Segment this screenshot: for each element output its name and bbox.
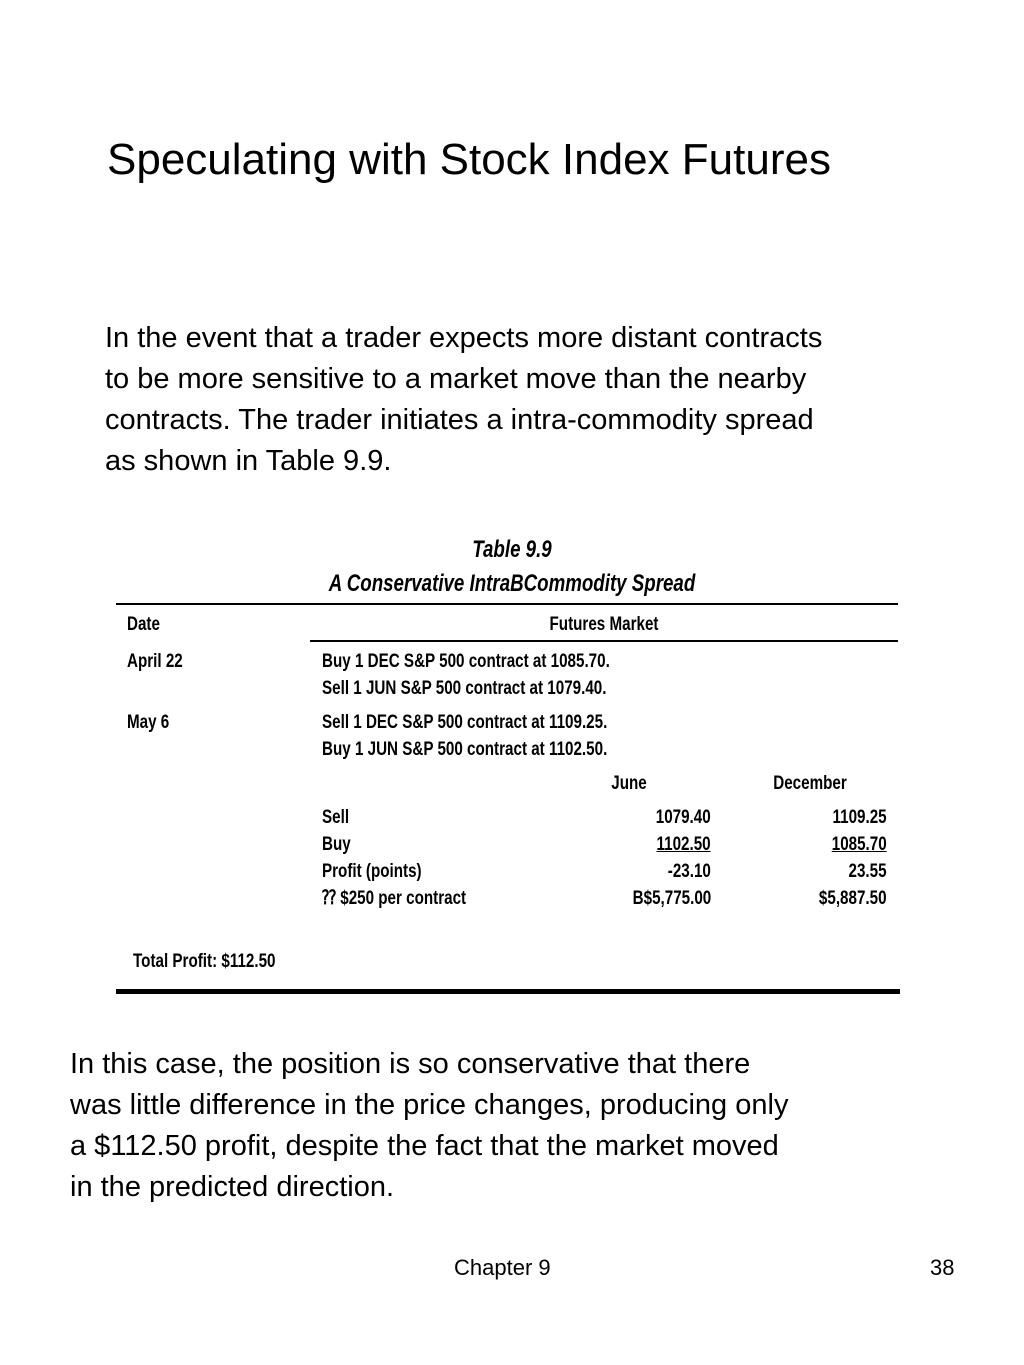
summary-label: Profit (points)	[322, 861, 422, 882]
conclusion-line: was little difference in the price changes, producing only	[70, 1089, 789, 1121]
conclusion-line: In this case, the position is so conservative that there	[70, 1048, 751, 1080]
summary-label: ⁇ $250 per contract	[322, 888, 467, 909]
conclusion-line: in the predicted direction.	[70, 1171, 395, 1203]
summary-december: 1085.70	[832, 834, 887, 855]
intro-line: to be more sensitive to a market move than the nearby	[105, 363, 807, 395]
entry-date: May 6	[127, 712, 170, 733]
entry-line: Sell 1 JUN S&P 500 contract at 1079.40.	[322, 678, 607, 699]
intro-line: as shown in Table 9.9.	[105, 445, 392, 477]
footer-page-number: 38	[930, 1255, 955, 1280]
col-june: June	[611, 773, 647, 794]
entry-line: Buy 1 DEC S&P 500 contract at 1085.70.	[322, 651, 610, 672]
intro-paragraph	[105, 318, 985, 482]
table-number: Table 9.9	[472, 536, 552, 563]
header-date: Date	[127, 614, 160, 635]
total-profit: Total Profit: $112.50	[133, 951, 276, 972]
table-caption: A Conservative IntraBCommodity Spread	[328, 570, 696, 597]
summary-december: $5,887.50	[819, 888, 887, 909]
summary-june: B$5,775.00	[632, 888, 711, 909]
summary-june: 1102.50	[656, 834, 711, 855]
table-header-rule	[310, 640, 898, 642]
summary-label: Sell	[322, 807, 350, 828]
intro-line: contracts. The trader initiates a intra-commodity spread	[105, 404, 814, 436]
entry-line: Buy 1 JUN S&P 500 contract at 1102.50.	[322, 739, 608, 760]
summary-label: Buy	[322, 834, 351, 855]
summary-june: -23.10	[667, 861, 711, 882]
footer-chapter: Chapter 9	[454, 1255, 551, 1280]
header-futures-market: Futures Market	[549, 614, 659, 635]
conclusion-line: a $112.50 profit, despite the fact that the market moved	[70, 1130, 779, 1162]
table-bottom-rule	[116, 989, 900, 994]
summary-december: 1109.25	[832, 807, 887, 828]
summary-june: 1079.40	[656, 807, 711, 828]
table-top-rule	[116, 603, 898, 605]
intro-line: In the event that a trader expects more distant contracts	[105, 322, 823, 354]
col-december: December	[773, 773, 847, 794]
entry-date: April 22	[127, 651, 183, 672]
slide-title: Speculating with Stock Index Futures	[107, 135, 831, 184]
summary-december: 23.55	[848, 861, 887, 882]
conclusion-paragraph	[70, 1044, 970, 1208]
entry-line: Sell 1 DEC S&P 500 contract at 1109.25.	[322, 712, 608, 733]
